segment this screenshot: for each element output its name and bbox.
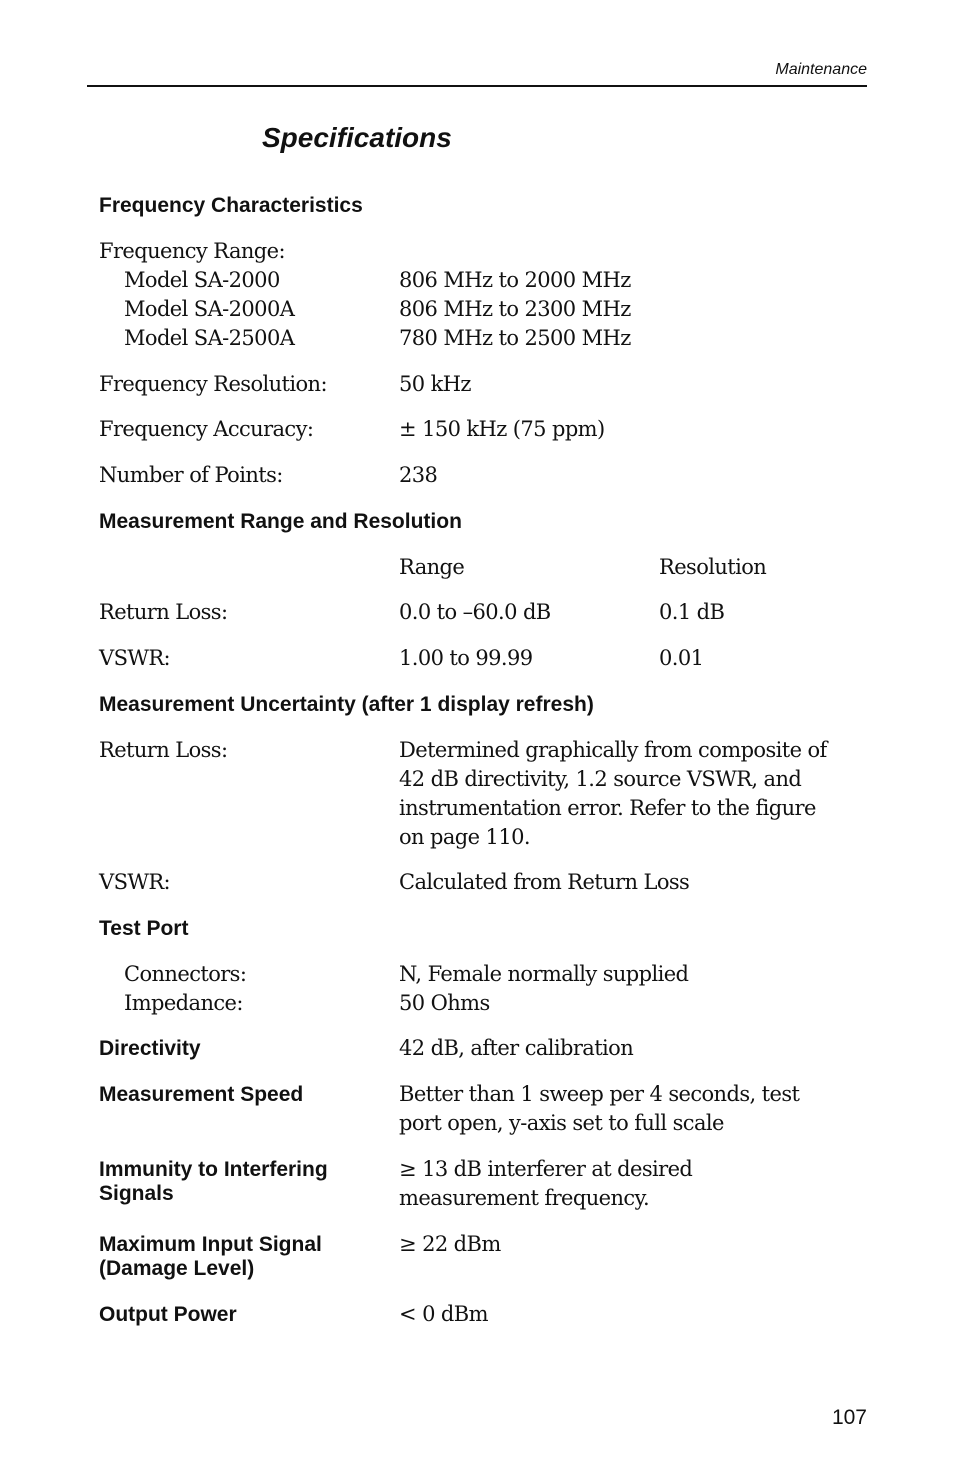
impedance-label: Impedance: bbox=[124, 991, 243, 1015]
measurement-speed-text: port open, y-axis set to full scale bbox=[399, 1111, 724, 1135]
column-header-resolution: Resolution bbox=[659, 555, 767, 579]
connectors-label: Connectors: bbox=[124, 962, 247, 986]
section-heading-measurement-range: Measurement Range and Resolution bbox=[99, 510, 462, 533]
frequency-accuracy-value: ± 150 kHz (75 ppm) bbox=[399, 417, 605, 441]
uncertainty-return-loss-text: on page 110. bbox=[399, 825, 530, 849]
frequency-accuracy-label: Frequency Accuracy: bbox=[99, 417, 314, 441]
section-heading-test-port: Test Port bbox=[99, 917, 189, 940]
frequency-resolution-label: Frequency Resolution: bbox=[99, 372, 327, 396]
output-power-value: < 0 dBm bbox=[399, 1302, 488, 1326]
uncertainty-vswr-label: VSWR: bbox=[99, 870, 171, 894]
vswr-range: 1.00 to 99.99 bbox=[399, 646, 533, 670]
immunity-text: ≥ 13 dB interferer at desired bbox=[399, 1157, 693, 1181]
number-of-points-value: 238 bbox=[399, 463, 438, 487]
vswr-resolution: 0.01 bbox=[659, 646, 704, 670]
section-heading-frequency: Frequency Characteristics bbox=[99, 194, 363, 217]
connectors-value: N, Female normally supplied bbox=[399, 962, 689, 986]
max-input-value: ≥ 22 dBm bbox=[399, 1232, 501, 1256]
directivity-label: Directivity bbox=[99, 1037, 201, 1060]
model-label: Model SA-2000A bbox=[124, 297, 295, 321]
header-rule bbox=[87, 85, 867, 87]
model-label: Model SA-2000 bbox=[124, 268, 280, 292]
model-range: 780 MHz to 2500 MHz bbox=[399, 326, 631, 350]
return-loss-resolution: 0.1 dB bbox=[659, 600, 725, 624]
section-heading-uncertainty: Measurement Uncertainty (after 1 display refresh) bbox=[99, 693, 594, 716]
measurement-speed-text: Better than 1 sweep per 4 seconds, test bbox=[399, 1082, 800, 1106]
frequency-resolution-value: 50 kHz bbox=[399, 372, 471, 396]
output-power-label: Output Power bbox=[99, 1303, 237, 1326]
uncertainty-return-loss-label: Return Loss: bbox=[99, 738, 228, 762]
max-input-label: (Damage Level) bbox=[99, 1257, 255, 1280]
model-label: Model SA-2500A bbox=[124, 326, 295, 350]
uncertainty-return-loss-text: instrumentation error. Refer to the figure bbox=[399, 796, 816, 820]
frequency-range-label: Frequency Range: bbox=[99, 239, 285, 263]
page-title: Specifications bbox=[262, 122, 452, 153]
running-header: Maintenance bbox=[775, 61, 867, 78]
uncertainty-return-loss-text: Determined graphically from composite of bbox=[399, 738, 827, 762]
immunity-text: measurement frequency. bbox=[399, 1186, 650, 1210]
return-loss-range: 0.0 to –60.0 dB bbox=[399, 600, 551, 624]
impedance-value: 50 Ohms bbox=[399, 991, 490, 1015]
uncertainty-return-loss-text: 42 dB directivity, 1.2 source VSWR, and bbox=[399, 767, 802, 791]
measurement-speed-label: Measurement Speed bbox=[99, 1083, 304, 1106]
immunity-label: Signals bbox=[99, 1182, 174, 1205]
column-header-range: Range bbox=[399, 555, 465, 579]
uncertainty-vswr-value: Calculated from Return Loss bbox=[399, 870, 690, 894]
immunity-label: Immunity to Interfering bbox=[99, 1158, 328, 1181]
model-range: 806 MHz to 2300 MHz bbox=[399, 297, 631, 321]
page-number: 107 bbox=[831, 1406, 867, 1429]
vswr-label: VSWR: bbox=[99, 646, 171, 670]
number-of-points-label: Number of Points: bbox=[99, 463, 283, 487]
max-input-label: Maximum Input Signal bbox=[99, 1233, 322, 1256]
directivity-value: 42 dB, after calibration bbox=[399, 1036, 634, 1060]
return-loss-label: Return Loss: bbox=[99, 600, 228, 624]
model-range: 806 MHz to 2000 MHz bbox=[399, 268, 631, 292]
